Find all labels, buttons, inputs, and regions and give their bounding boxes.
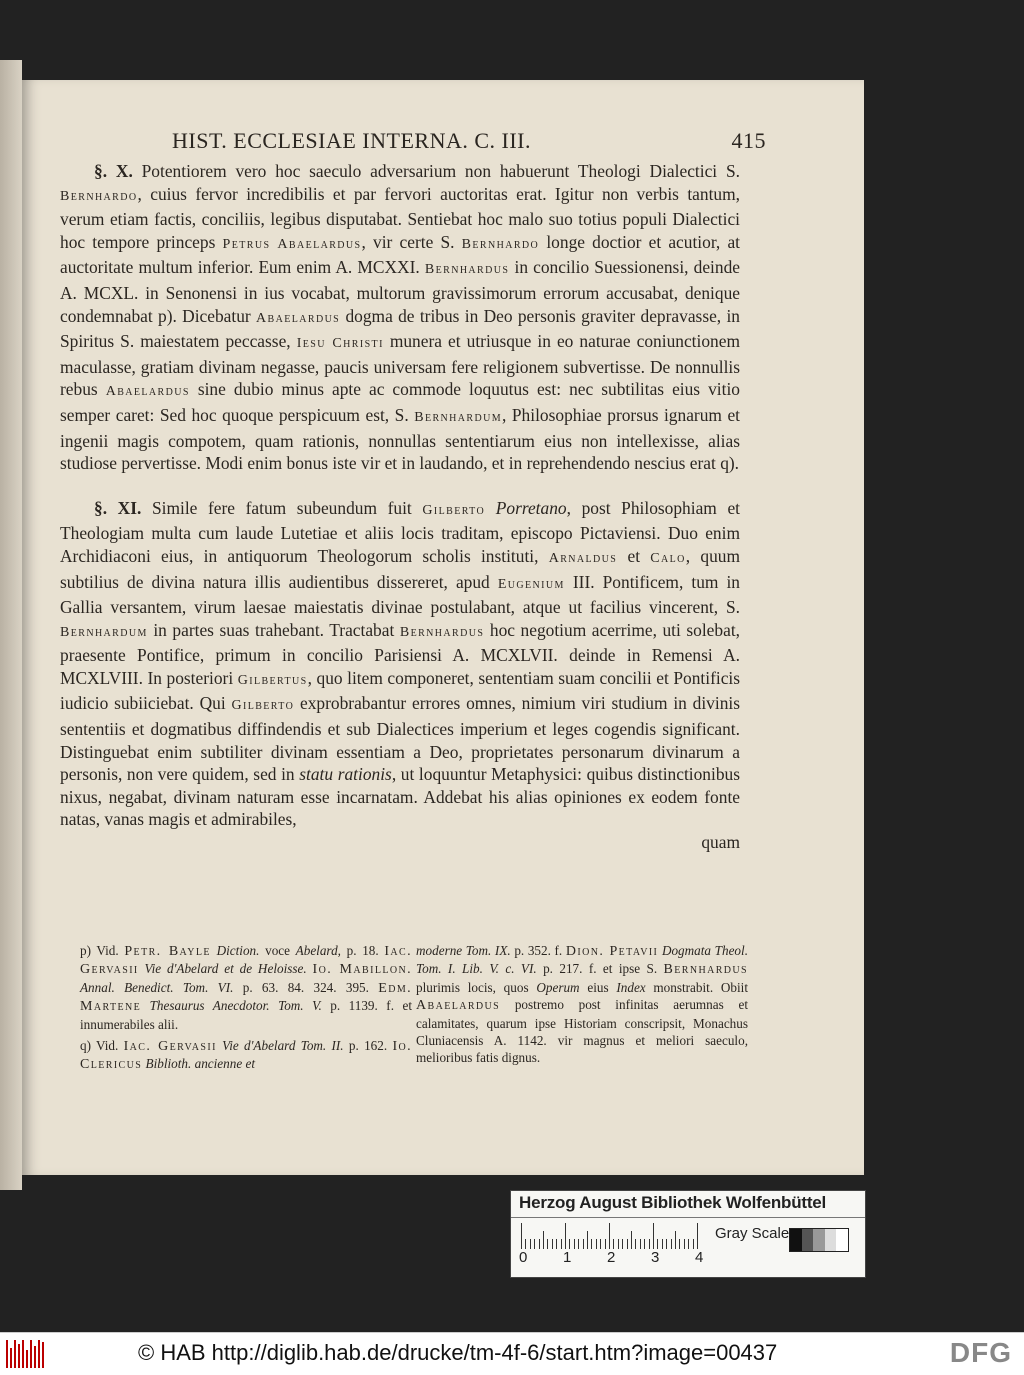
text-run: p. 162. bbox=[343, 1038, 393, 1054]
name-smallcaps: Io. Mabillon. bbox=[312, 962, 412, 978]
text-run: , quum subtilius de divina natura illis audientibus dissereret, apud bbox=[60, 545, 741, 592]
ruler-tick bbox=[644, 1239, 645, 1249]
gray-swatch bbox=[836, 1229, 848, 1251]
text-run: p. 18. bbox=[340, 943, 385, 958]
text-run: p) Vid. bbox=[80, 943, 125, 958]
footnote bbox=[416, 942, 748, 1067]
paragraph-section-x bbox=[60, 160, 740, 475]
ruler-number: 1 bbox=[563, 1249, 572, 1266]
name-smallcaps: Iac. Gervasii bbox=[123, 1039, 217, 1055]
ruler-tick bbox=[600, 1239, 601, 1249]
name-smallcaps: Abaelardus bbox=[416, 998, 501, 1014]
gray-swatch bbox=[802, 1229, 814, 1251]
facing-page-edge bbox=[0, 60, 22, 1190]
permalink[interactable]: © HAB http://diglib.hab.de/drucke/tm-4f-6/start.htm?image=00437 bbox=[138, 1340, 778, 1365]
ruler-tick bbox=[622, 1239, 623, 1249]
gray-scale-label: Gray Scale bbox=[715, 1225, 790, 1242]
ruler-tick bbox=[631, 1231, 632, 1249]
name-smallcaps: Abaelardus bbox=[105, 384, 190, 400]
name-smallcaps: Iesu Christi bbox=[296, 336, 384, 352]
name-smallcaps: Gilberto bbox=[422, 502, 486, 518]
title-italic: Porretano bbox=[495, 497, 567, 518]
title-italic: moderne Tom. IX. bbox=[416, 943, 511, 958]
ruler-tick bbox=[693, 1239, 694, 1249]
name-smallcaps: Bernhardo bbox=[461, 236, 540, 252]
ruler-tick bbox=[525, 1239, 526, 1249]
gray-swatch bbox=[813, 1229, 825, 1251]
text-run: eius bbox=[579, 979, 617, 995]
name-smallcaps: Dion. Petavii bbox=[565, 944, 659, 959]
ruler-tick bbox=[666, 1239, 667, 1249]
catchword: quam bbox=[701, 832, 740, 853]
text-run: voce bbox=[259, 943, 296, 958]
ruler-tick bbox=[539, 1239, 540, 1249]
title-italic: Index bbox=[616, 979, 646, 995]
text-run: munera et utriusque in eo naturae coniunctionem maculasse, gratiam divinam negasse, paucis universam fere religionem subvertisse. De nonnullis rebus bbox=[60, 331, 740, 400]
text-run: Potentiorem vero hoc saeculo adversarium non habuerunt Theologi Dialectici S. bbox=[132, 161, 740, 181]
footnotes-column-right bbox=[416, 942, 748, 1067]
name-smallcaps: Edm. Martene bbox=[80, 980, 413, 1015]
title-italic: Vie d'Abelard Tom. II. bbox=[222, 1038, 344, 1054]
ruler-tick bbox=[547, 1239, 548, 1249]
ruler-tick bbox=[569, 1239, 570, 1249]
text-run: , vir certe S. bbox=[361, 231, 462, 252]
name-smallcaps: Bernhardo bbox=[60, 188, 138, 204]
name-smallcaps: Gilberto bbox=[231, 698, 295, 714]
ruler-tick bbox=[627, 1239, 628, 1249]
ruler-tick bbox=[679, 1239, 680, 1249]
name-smallcaps: Bernhardus bbox=[399, 624, 485, 640]
text-run: , ut loquuntur Metaphysici: quibus distinctionibus nixus, negabat, divinam naturam esse incarnatam. Addebat his alias opiniones ex eodem fonte natas, vanas magis et admirabiles, bbox=[60, 764, 740, 830]
name-smallcaps: Abaelardus bbox=[256, 310, 341, 326]
footnote bbox=[80, 942, 412, 1033]
text-run: q) Vid. bbox=[80, 1038, 124, 1054]
text-run: Simile fere fatum subeundum fuit bbox=[141, 497, 423, 518]
name-smallcaps: Bernhardus bbox=[424, 262, 510, 278]
ruler-tick bbox=[662, 1239, 663, 1249]
library-name: Herzog August Bibliothek Wolfenbüttel bbox=[519, 1193, 827, 1212]
ruler-tick bbox=[640, 1239, 641, 1249]
text-run: , cuius fervor incredibilis et par fervori auctoritas erat. Igitur non verbis tantum, verum etiam factis, conciliis, legibus disputabat. Sentiebat hoc malo suo totius populi Dialectici hoc tempore princeps bbox=[60, 183, 740, 252]
ruler-tick bbox=[587, 1231, 588, 1249]
dfg-logo: DFG bbox=[949, 1337, 1012, 1368]
name-smallcaps: Iac. Gervasii bbox=[80, 944, 413, 978]
name-smallcaps: Calo bbox=[650, 550, 686, 566]
ruler-number: 2 bbox=[607, 1249, 616, 1266]
text-run bbox=[485, 498, 496, 518]
ruler-tick bbox=[556, 1239, 557, 1249]
text-run: , quo litem componeret, sententiam suam concilii et Pontificis iudicio subiiciebat. Qui bbox=[60, 667, 741, 714]
name-smallcaps: Bernhardum bbox=[60, 624, 148, 640]
text-run: et bbox=[617, 545, 651, 566]
footnote bbox=[80, 1037, 412, 1074]
hab-barcode-icon bbox=[6, 1340, 46, 1368]
section-number: §. XI. bbox=[94, 497, 142, 518]
text-run: , post Philosophiam et Theologiam multa cum laude Lutetiae et aliis locis traditam, episcopo Pictaviensi. Duo enim Archidiaconi eius, in antiquorum Theologorum scholis instituti, bbox=[60, 497, 740, 566]
text-run bbox=[141, 998, 150, 1013]
name-smallcaps: Eugenium bbox=[497, 576, 565, 592]
name-smallcaps: Bernhardus bbox=[663, 962, 748, 978]
running-header bbox=[172, 124, 766, 158]
ruler-tick bbox=[671, 1239, 672, 1249]
ruler-tick bbox=[591, 1239, 592, 1249]
text-run: sine dubio minus apte ac commode loquutus est: nec subtilitas eius vitio semper caret: Sed hoc quoque perspicuum est, S. bbox=[60, 379, 740, 425]
ruler-tick bbox=[574, 1239, 575, 1249]
title-italic: Thesaurus Anecdotor. Tom. V. bbox=[149, 998, 322, 1014]
ruler-tick bbox=[565, 1223, 566, 1249]
ruler-tick bbox=[583, 1239, 584, 1249]
ruler-tick bbox=[697, 1223, 698, 1249]
ruler-tick bbox=[657, 1239, 658, 1249]
ruler-tick bbox=[521, 1223, 522, 1249]
text-run: , Philosophiae prorsus ignarum et ingenii magis compotem, quam rationis, nonnullas sententiarum eius non intellexisse, alias studiose pervertisse. Modi enim bonus iste vir et in laudando, et in reprehendendo nescius erat q). bbox=[60, 404, 741, 474]
ruler-number: 4 bbox=[695, 1249, 704, 1266]
ruler-tick bbox=[684, 1239, 685, 1249]
text-run: in partes suas trahebant. Tractabat bbox=[147, 619, 400, 640]
ruler-tick bbox=[605, 1239, 606, 1249]
text-run: p. 217. f. et ipse S. bbox=[536, 961, 664, 977]
text-run: dogma de tribus in Deo personis graviter depravasse, in Spiritus S. maiestatem peccasse, bbox=[60, 305, 740, 352]
title-italic: Dogmata Theol. Tom. I. Lib. V. c. VI. bbox=[416, 943, 748, 977]
scale-ruler bbox=[521, 1221, 709, 1249]
text-run: p. 1139. f. et innumerabiles alii. bbox=[80, 998, 412, 1032]
section-number: §. X. bbox=[94, 161, 133, 181]
title-italic: statu rationis bbox=[299, 764, 392, 785]
footnotes bbox=[60, 942, 748, 1092]
paragraph-section-xi bbox=[60, 497, 740, 831]
text-run: exprobrabantur errores omnes, nimium viri studium in divinis sententiis et dogmatibus diffindendis et sub Dialectices imperium et leges cogendis significant. Distinguebat enim subtiliter divinam essentiam a Deo, proprietates personarum divinarum a personis, non vere quidem, sed in bbox=[60, 693, 740, 785]
name-smallcaps: Gilbertus bbox=[237, 672, 308, 688]
ruler-tick bbox=[561, 1239, 562, 1249]
ruler-tick bbox=[653, 1223, 654, 1249]
ruler-tick bbox=[609, 1223, 610, 1249]
name-smallcaps: Petr. Bayle bbox=[124, 944, 211, 959]
card-divider bbox=[511, 1217, 865, 1218]
main-text bbox=[60, 160, 740, 854]
ruler-tick bbox=[675, 1231, 676, 1249]
ruler-tick bbox=[635, 1239, 636, 1249]
ruler-tick bbox=[543, 1231, 544, 1249]
ruler-tick bbox=[530, 1239, 531, 1249]
text-run: III. Pontificem, tum in Gallia versantem, virum laesae maiestatis divinae postulabant, atque ut facilius vincerent, S. bbox=[60, 571, 740, 618]
title-italic: Operum bbox=[536, 979, 580, 995]
gray-swatch bbox=[825, 1229, 837, 1251]
ruler-tick bbox=[534, 1239, 535, 1249]
text-run: postremo post infinitas aerumnas et calamitates, quarum ipse Historiam conscripsit, Monachus Cluniacensis A. 1142. vir magnus et meliori saeculo, melioribus fatis dignus. bbox=[416, 997, 748, 1066]
text-run: p. 352. f. bbox=[510, 943, 566, 958]
library-color-card bbox=[510, 1190, 866, 1278]
name-smallcaps: Petrus Abaelardus bbox=[222, 236, 362, 252]
text-run: p. 63. 84. 324. 395. bbox=[233, 979, 379, 995]
title-italic: Annal. Benedict. Tom. VI. bbox=[80, 979, 234, 995]
title-italic: Abelard, bbox=[295, 943, 341, 958]
ruler-tick bbox=[613, 1239, 614, 1249]
ruler-number: 0 bbox=[519, 1249, 528, 1266]
title-italic: Diction. bbox=[216, 943, 260, 958]
ruler-tick bbox=[578, 1239, 579, 1249]
gray-scale-bar bbox=[789, 1228, 849, 1252]
text-run: longe doctior et acutior, at auctoritate multum inferior. Eum enim A. MCXXI. bbox=[60, 231, 740, 278]
ruler-tick bbox=[552, 1239, 553, 1249]
ruler-tick bbox=[688, 1239, 689, 1249]
ruler-tick bbox=[618, 1239, 619, 1249]
ruler-tick bbox=[649, 1239, 650, 1249]
ruler-tick bbox=[596, 1239, 597, 1249]
text-run: monstrabit. Obiit bbox=[645, 979, 748, 995]
footnotes-column-left bbox=[80, 942, 412, 1074]
text-run: plurimis locis, quos bbox=[416, 979, 537, 995]
ruler-number: 3 bbox=[651, 1249, 660, 1266]
name-smallcaps: Bernhardum bbox=[414, 409, 503, 425]
page-number: 415 bbox=[731, 128, 766, 153]
text-run: in concilio Suessionensi, deinde A. MCXL. in Senonensi in ius vocabat, multorum gravissimorum errorum accusabat, denique condemnabat p). Dicebatur bbox=[60, 257, 740, 326]
viewer-footer bbox=[0, 1332, 1024, 1375]
header-title: HIST. ECCLESIAE INTERNA. C. III. bbox=[172, 128, 531, 153]
title-italic: Biblioth. ancienne et bbox=[145, 1056, 256, 1072]
name-smallcaps: Arnaldus bbox=[548, 550, 618, 566]
text-run: hoc negotium acerrime, uti solebat, praesente Pontifice, primum in concilio Parisiensi A. MCXLVII. deinde in Remensi A. MCXLVIII. In posteriori bbox=[60, 619, 740, 688]
name-smallcaps: Io. Clericus bbox=[80, 1039, 413, 1073]
book-page bbox=[22, 80, 864, 1175]
gray-swatch bbox=[790, 1229, 802, 1251]
title-italic: Vie d'Abelard et de Heloisse. bbox=[144, 961, 307, 977]
